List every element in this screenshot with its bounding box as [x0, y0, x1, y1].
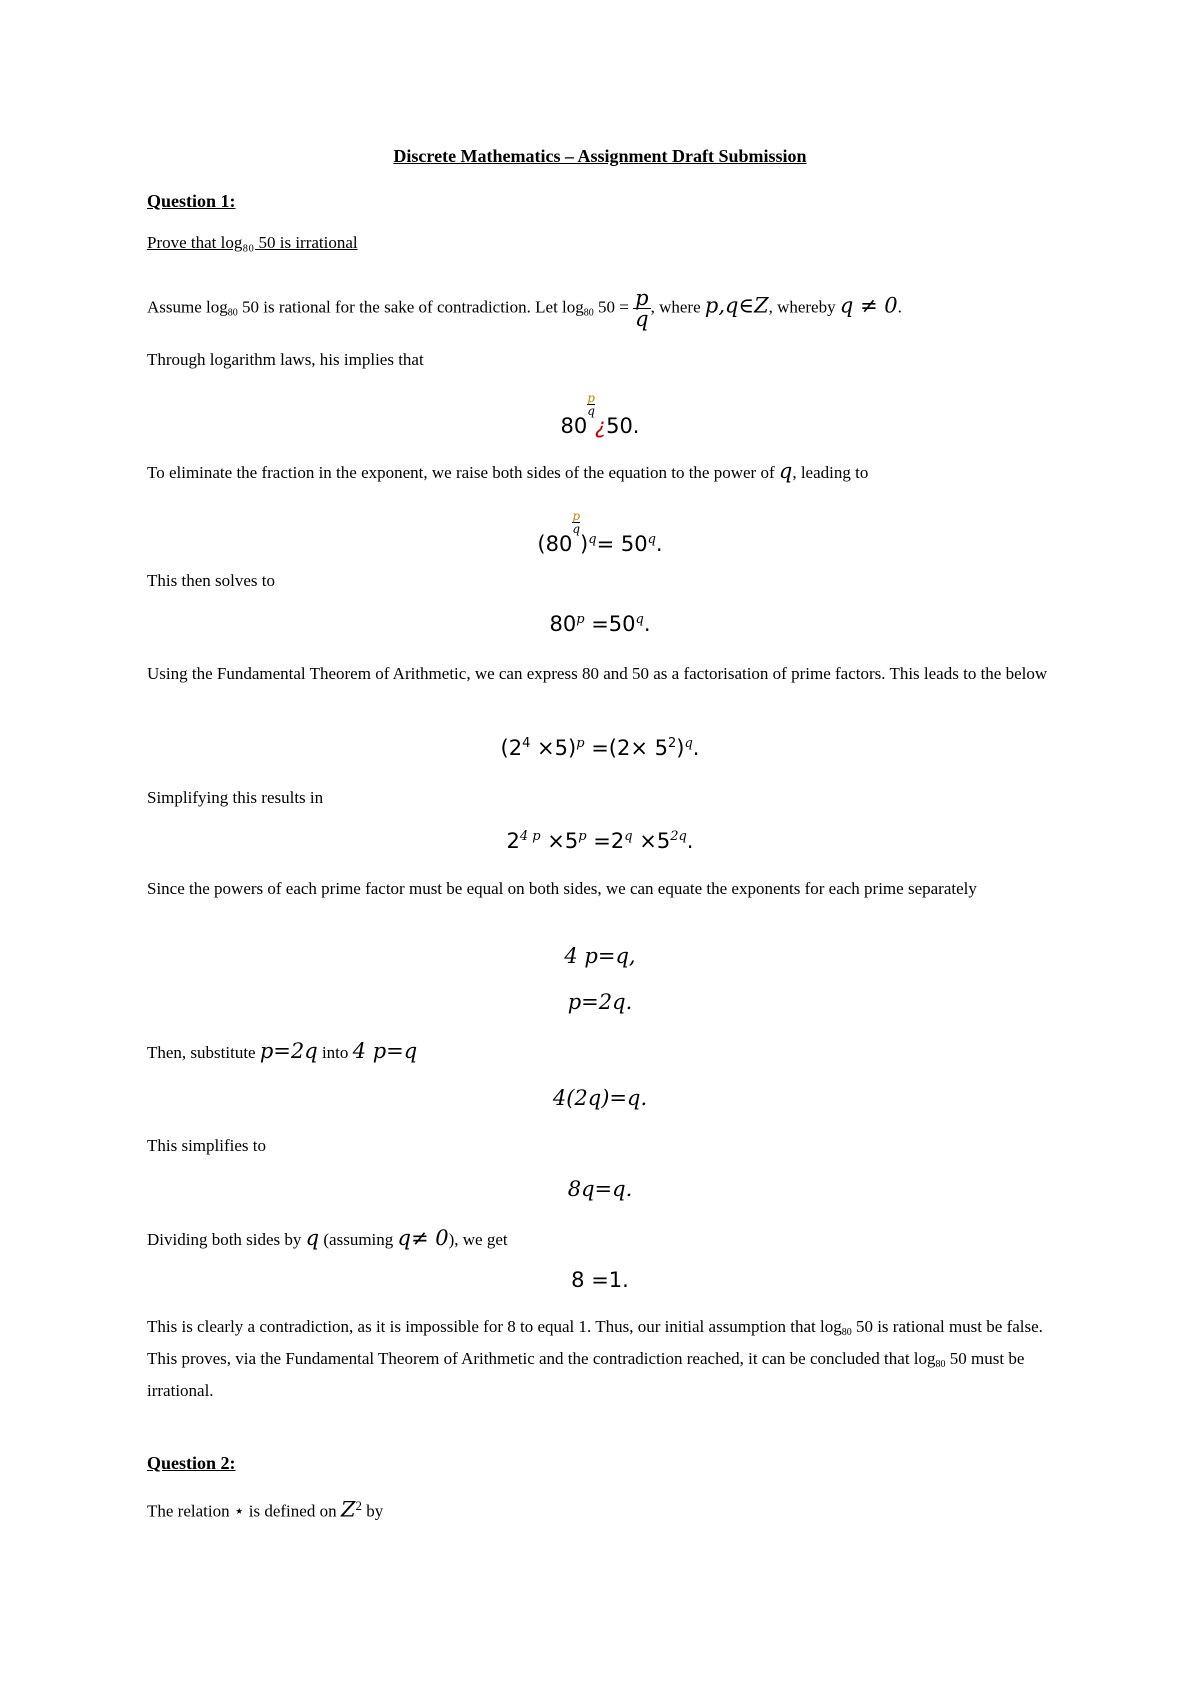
question-1-task: Prove that log₈₀ 50 is irrational — [147, 233, 358, 252]
equation-2: (80 $\frac{p}{q}$ )$^q= 50^q$. — [537, 509, 663, 556]
fraction-p-over-q: $\frac{p}{q}$ — [635, 286, 649, 331]
substitute-text: Then, substitute p=2q into 4 p=q — [147, 1039, 418, 1063]
powers-paragraph: Since the powers of each prime factor must be equal on both sides, we can equate the exponents for each prime separately — [147, 879, 977, 898]
question-2-text: The relation ⋆ is defined on $Z^2$ by — [147, 1497, 384, 1522]
equation-4: $(2^4 \times 5)^p =(2\times 5^2)^q$. — [500, 736, 700, 760]
fta-paragraph: Using the Fundamental Theorem of Arithmetic, we can express 80 and 50 as a factorisation of prime factors. This leads to the below — [147, 664, 1048, 683]
equation-10: 8 =1. — [571, 1268, 629, 1292]
equation-9: 8q=q. — [567, 1177, 633, 1201]
assumption-paragraph: Assume $\log_{80} 50$ is rational for the sake of contradiction. Let $\log_{80} 50$ = $\frac{p}{q}$ , where p,q∈Z, whereby q ≠ 0. — [147, 286, 902, 331]
log-laws-text: Through logarithm laws, his implies that — [147, 350, 424, 369]
equation-8: 4(2q)=q. — [552, 1086, 648, 1110]
question-1-heading: Question 1: — [147, 191, 236, 211]
document-title: Discrete Mathematics – Assignment Draft Submission — [393, 146, 807, 166]
simplifying-text: Simplifying this results in — [147, 788, 324, 807]
conclusion-paragraph: This is clearly a contradiction, as it is impossible for 8 to equal 1. Thus, our initial assumption that $\log_{80} 50$ is rational must be false. This proves, via the Fundamental Theorem of Arithmetic and the contradiction reached, it can be concluded that $\log_{80} 50$ must be irrational. — [147, 1317, 1043, 1400]
equation-3: $80^p =50^q$. — [549, 612, 651, 636]
dividing-text: Dividing both sides by q (assuming q≠ 0), we get — [147, 1226, 508, 1250]
solves-text: This then solves to — [147, 571, 275, 590]
equation-5: $2^{4 p} \times 5^p =2^q \times 5^{2q}$. — [506, 829, 694, 853]
equation-6: 4 p=q, — [564, 944, 636, 968]
equation-1: 80 $\frac{p}{q}$ ¿50. — [560, 391, 640, 438]
question-2-heading: Question 2: — [147, 1453, 236, 1473]
eliminate-text: To eliminate the fraction in the exponent, we raise both sides of the equation to the power of q, leading to — [147, 459, 869, 483]
equation-7: p=2q. — [567, 990, 633, 1014]
simplifies-text: This simplifies to — [147, 1136, 266, 1155]
